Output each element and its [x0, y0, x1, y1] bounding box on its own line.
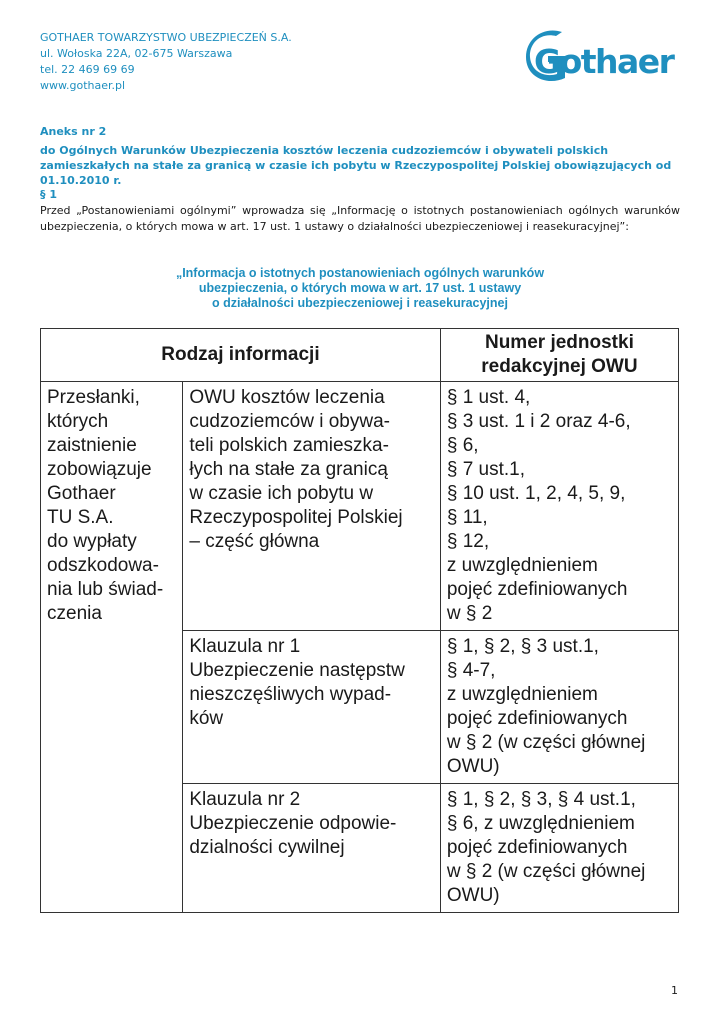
- header-rodzaj-informacji: Rodzaj informacji: [41, 329, 441, 382]
- document-cell-klauzula-1: Klauzula nr 1 Ubezpieczenie następstw nieszczęśliwych wypad- ków: [183, 631, 441, 784]
- company-phone: tel. 22 469 69 69: [40, 63, 135, 76]
- section-sign: § 1: [40, 188, 57, 201]
- company-street: ul. Wołoska 22A, 02-675 Warszawa: [40, 47, 233, 60]
- unit-cell-klauzula-2: § 1, § 2, § 3, § 4 ust.1, § 6, z uwzględnieniem pojęć zdefiniowanych w § 2 (w części głównej OWU): [440, 784, 678, 913]
- document-cell-klauzula-2: Klauzula nr 2 Ubezpieczenie odpowie- dzialności cywilnej: [183, 784, 441, 913]
- page-number: 1: [671, 984, 678, 997]
- gothaer-logo: [526, 26, 680, 86]
- company-name: GOTHAER TOWARZYSTWO UBEZPIECZEŃ S.A.: [40, 31, 292, 44]
- table-header-row: [41, 329, 679, 382]
- unit-cell-klauzula-1: § 1, § 2, § 3 ust.1, § 4-7, z uwzględnieniem pojęć zdefiniowanych w § 2 (w części głównej OWU): [440, 631, 678, 784]
- document-cell-owu: OWU kosztów leczenia cudzoziemców i obywa- teli polskich zamieszka- łych na stałe za granicą w czasie ich pobytu w Rzeczypospolitej Polskiej – część główna: [183, 382, 441, 631]
- information-title-line: ubezpieczenia, o których mowa w art. 17 ust. 1 ustawy: [198, 281, 522, 295]
- annex-subtitle: do Ogólnych Warunków Ubezpieczenia kosztów leczenia cudzoziemców i obywateli polskich zamieszkałych na stałe za granicą w czasie ich pobytu w Rzeczypospolitej Polskiej obowiązujących od 01.10.2010 r.: [40, 144, 672, 187]
- information-title-line: „Informacja o istotnych postanowieniach ogólnych warunków: [175, 266, 545, 280]
- table-row: [41, 382, 679, 631]
- intro-paragraph: Przed „Postanowieniami ogólnymi” wprowadza się „Informację o istotnych postanowieniach ogólnych warunków ubezpieczenia, o których mowa w art. 17 ust. 1 ustawy o działalności ubezpieczeniowej i reasekuracyjnej”:: [40, 204, 680, 233]
- unit-cell-owu: § 1 ust. 4, § 3 ust. 1 i 2 oraz 4-6, § 6, § 7 ust.1, § 10 ust. 1, 2, 4, 5, 9, § 11, § 12, z uwzględnieniem pojęć zdefiniowanych w § 2: [440, 382, 678, 631]
- row-label-cell: Przesłanki, których zaistnienie zobowiązuje Gothaer TU S.A. do wypłaty odszkodowa- nia lub świad- czenia: [41, 382, 183, 913]
- information-title-line: o działalności ubezpieczeniowej i reasekuracyjnej: [212, 296, 508, 310]
- gothaer-logo-icon: [526, 26, 680, 86]
- header-numer-jednostki: Numer jednostki redakcyjnej OWU: [440, 329, 678, 382]
- logo-text: Gothaer: [534, 42, 674, 81]
- company-address: [40, 30, 292, 94]
- information-title: [40, 266, 680, 311]
- annex-title: Aneks nr 2: [40, 125, 107, 138]
- company-website: www.gothaer.pl: [40, 79, 126, 92]
- owu-information-table: [40, 328, 679, 913]
